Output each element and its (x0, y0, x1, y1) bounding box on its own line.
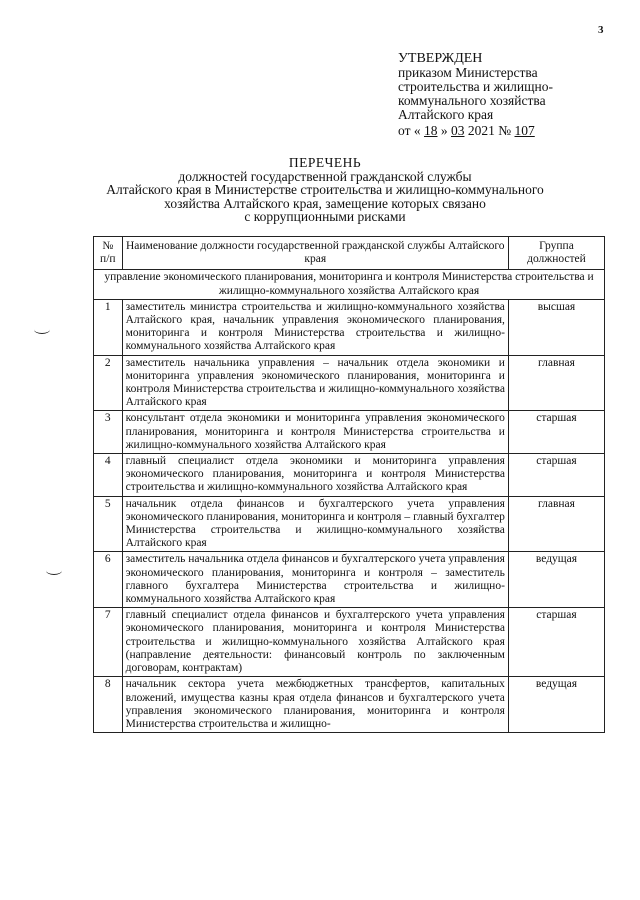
table-row (94, 552, 605, 608)
row-group: ведущая (508, 552, 604, 608)
header-name: Наименование должности государственной гражданской службы Алтайского края (122, 237, 508, 270)
section-row (94, 270, 605, 299)
row-group: высшая (508, 299, 604, 355)
row-num: 4 (94, 454, 123, 497)
row-num: 8 (94, 677, 123, 733)
approval-date-line (398, 124, 618, 138)
table-row (94, 454, 605, 497)
title-line: должностей государственной гражданской службы (178, 168, 472, 184)
row-position: начальник сектора учета межбюджетных трансфертов, капитальных вложений, имущества казны края отдела финансов и бухгалтерского учета управления экономического планирования, мониторинга и контроля Министерства строительства и жилищно- (122, 677, 508, 733)
row-group: старшая (508, 608, 604, 677)
date-day: 18 (423, 123, 438, 138)
row-num: 6 (94, 552, 123, 608)
table-header-row (94, 237, 605, 270)
table-row (94, 355, 605, 411)
table-row (94, 496, 605, 552)
document-title (90, 156, 560, 224)
row-group: главная (508, 355, 604, 411)
row-num: 1 (94, 299, 123, 355)
row-position: начальник отдела финансов и бухгалтерского учета управления экономического планирования, мониторинга и контроля – главный бухгалтер Министерства строительства и жилищно-коммунального хозяйства Алтайского края (122, 496, 508, 552)
row-num: 3 (94, 411, 123, 454)
margin-hole-mark (34, 325, 50, 334)
title-line: хозяйства Алтайского края, замещение которых связано (164, 195, 486, 211)
row-num: 7 (94, 608, 123, 677)
date-year: 2021 № (467, 123, 512, 138)
row-position: заместитель начальника отдела финансов и бухгалтерского учета управления экономического планирования, мониторинга и контроля – заместитель главного бухгалтера Министерства строительства и жилищно-коммунального хозяйства Алтайского края (122, 552, 508, 608)
positions-table (93, 236, 605, 733)
row-group: старшая (508, 454, 604, 497)
row-position: консультант отдела экономики и мониторинга управления экономического планирования, мониторинга и контроля Министерства строительства и жилищно-коммунального хозяйства Алтайского края (122, 411, 508, 454)
date-mid: » (440, 123, 448, 138)
table-row (94, 299, 605, 355)
row-group: главная (508, 496, 604, 552)
row-position: заместитель министра строительства и жилищно-коммунального хозяйства Алтайского края, начальник управления экономического планирования, мониторинга и контроля Министерства строительства и жилищно-коммунального хозяйства Алтайского края (122, 299, 508, 355)
date-prefix: от « (398, 123, 421, 138)
title-line: Алтайского края в Министерстве строительства и жилищно-коммунального (106, 182, 544, 197)
table-row (94, 608, 605, 677)
title-line: с коррупционными рисками (244, 209, 406, 224)
row-position: заместитель начальника управления – начальник отдела экономики и мониторинга управления экономического планирования, мониторинга и контроля Министерства строительства и жилищно-коммунального хозяйства Алтайского края (122, 355, 508, 411)
approval-heading: УТВЕРЖДЕН (398, 51, 483, 66)
margin-hole-mark (46, 566, 62, 575)
row-num: 2 (94, 355, 123, 411)
approval-block (398, 52, 618, 138)
table-row (94, 411, 605, 454)
approval-line: строительства и жилищно- (398, 79, 553, 94)
date-month: 03 (450, 123, 465, 138)
table-row (94, 677, 605, 733)
approval-line: коммунального хозяйства (398, 93, 546, 108)
approval-line: Алтайского края (398, 107, 494, 122)
row-position: главный специалист отдела финансов и бухгалтерского учета управления экономического планирования, мониторинга и контроля Министерства строительства и жилищно-коммунального хозяйства Алтайского края (направление деятельности: финансовый контроль по заключенным договорам, контрактам) (122, 608, 508, 677)
row-num: 5 (94, 496, 123, 552)
row-position: главный специалист отдела экономики и мониторинга управления экономического планирования, мониторинга и контроля Министерства строительства и жилищно-коммунального хозяйства Алтайского края (122, 454, 508, 497)
page-number: 3 (598, 24, 604, 36)
order-number: 107 (514, 123, 535, 138)
section-title: управление экономического планирования, мониторинга и контроля Министерства строительства и жилищно-коммунального хозяйства Алтайского края (94, 270, 605, 299)
approval-line: приказом Министерства (398, 65, 538, 80)
header-group: Группа должностей (508, 237, 604, 270)
header-num: № п/п (94, 237, 123, 270)
row-group: старшая (508, 411, 604, 454)
row-group: ведущая (508, 677, 604, 733)
title-heading: ПЕРЕЧЕНЬ (288, 155, 362, 170)
